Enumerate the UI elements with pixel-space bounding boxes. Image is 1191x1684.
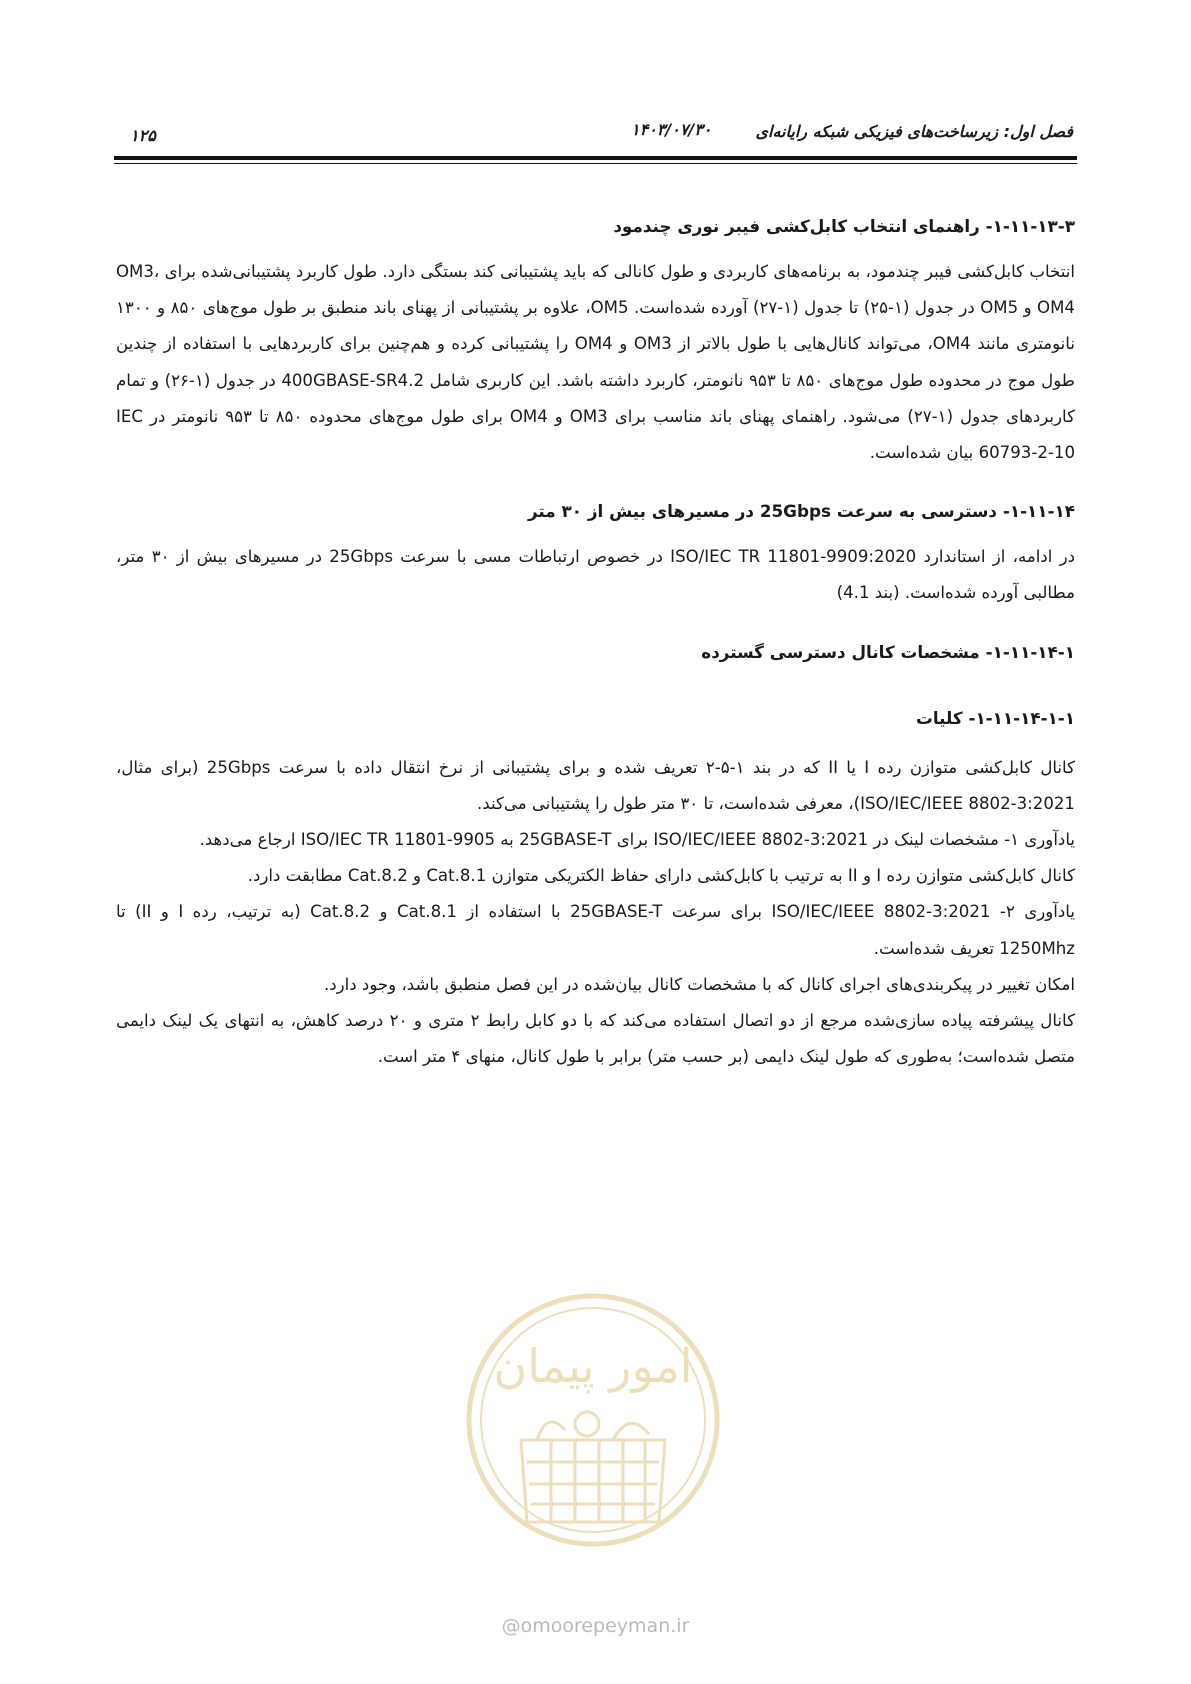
header-date: ۱۴۰۳/۰۷/۳۰: [631, 120, 712, 139]
watermark-url: @omoorepeyman.ir: [501, 1615, 690, 1637]
note-2: یادآوری ۲- ISO/IEC/IEEE 8802-3:2021 برای سرعت 25GBASE-T با استفاده از Cat.8.1 و Cat.8.2 (به ترتیب، رده I و II) تا 1250Mhz تعریف شده‌است.: [116, 902, 1075, 958]
header-rule-thin: [114, 163, 1077, 164]
watermark-seal: [463, 1290, 723, 1550]
section-heading-fiber-guide: ۱-۱۱-۱۳-۳- راهنمای انتخاب کابل‌کشی فیبر نوری چندمود: [613, 216, 1075, 236]
chapter-title: فصل اول: زیرساخت‌های فیزیکی شبکه رایانه‌ای: [755, 122, 1073, 141]
page-header: [118, 112, 1073, 152]
paragraph-general-4: کانال پیشرفته پیاده سازی‌شده مرجع از دو اتصال استفاده می‌کند که با دو کابل رابط ۲ متری و ۲۰ درصد کاهش، به انتهای یک لینک دایمی متصل شده‌است؛ به‌طوری که طول لینک دایمی (بر حسب متر) برابر با طول کانال، منهای ۴ متر است.: [116, 1011, 1075, 1067]
section-heading-channel-spec: ۱-۱۱-۱۴-۱- مشخصات کانال دسترسی گسترده: [701, 641, 1075, 662]
paragraph-general-2: کانال کابل‌کشی متوازن رده I و II به ترتیب با کابل‌کشی دارای حفاظ الکتریکی متوازن Cat.8.1 و Cat.8.2 مطابقت دارد.: [247, 866, 1075, 886]
paragraph-fiber-guide: انتخاب کابل‌کشی فیبر چندمود، به برنامه‌های کاربردی و طول کانالی که باید پشتیبانی کند بستگی دارد. طول کاربرد پشتیبانی‌شده برای OM3، OM4 و OM5 در جدول (۱-۲۵) تا جدول (۱-۲۷) آورده شده‌است. OM5، علاوه بر پشتیبانی از پهنای باند منطبق بر طول موج‌های ۸۵۰ و ۱۳۰۰ نانومتری مانند OM4، می‌تواند کانال‌هایی با طول بالاتر از OM3 و OM4 را پشتیبانی کرده و هم‌چنین برای کاربردهایی با استفاده از چندین طول موج در محدوده طول موج‌های ۸۵۰ تا ۹۵۳ نانومتر، کاربرد داشته باشد. این کاربری شامل 400GBASE-SR4.2 در جدول (۱-۲۶) و تمام کاربردهای جدول (۱-۲۷) می‌شود. راهنمای پهنای باند مناسب برای OM3 و OM4 برای طول موج‌های محدوده ۸۵۰ تا ۹۵۳ نانومتر در IEC 60793-2-10 بیان شده‌است.: [116, 262, 1075, 463]
watermark-logo-text: امور پیمان: [493, 1339, 693, 1393]
section-heading-25gbps: ۱-۱۱-۱۴- دسترسی به سرعت 25Gbps در مسیرهای بیش از ۳۰ متر: [527, 501, 1075, 522]
document-body: [116, 214, 1075, 1075]
paragraph-general-1: کانال کابل‌کشی متوازن رده I یا II که در بند ۱-۵-۲ تعریف شده و برای پشتیبانی از نرخ انتقال داده با سرعت 25Gbps (برای مثال، ISO/IEC/IEEE 8802-3:2021)، معرفی شده‌است، تا ۳۰ متر طول را پشتیبانی می‌کند.: [116, 757, 1076, 813]
section-heading-general: ۱-۱۱-۱۴-۱-۱- کلیات: [916, 707, 1075, 728]
header-rule-thick: [114, 156, 1077, 160]
page-number: ۱۲۵: [130, 126, 156, 145]
paragraph-general-3: امکان تغییر در پیکربندی‌های اجرای کانال که با مشخصات کانال بیان‌شده در این فصل منطبق باشد، وجود دارد.: [323, 974, 1075, 994]
note-1: یادآوری ۱- مشخصات لینک در ISO/IEC/IEEE 8802-3:2021 برای 25GBASE-T به ISO/IEC TR 11801-9905 ارجاع می‌دهد.: [199, 830, 1075, 850]
paragraph-25gbps-intro: در ادامه، از استاندارد ISO/IEC TR 11801-9909:2020 در خصوص ارتباطات مسی با سرعت 25Gbps در مسیرهای بیش از ۳۰ متر، مطالبی آورده شده‌است. (بند 4.1): [116, 547, 1076, 603]
